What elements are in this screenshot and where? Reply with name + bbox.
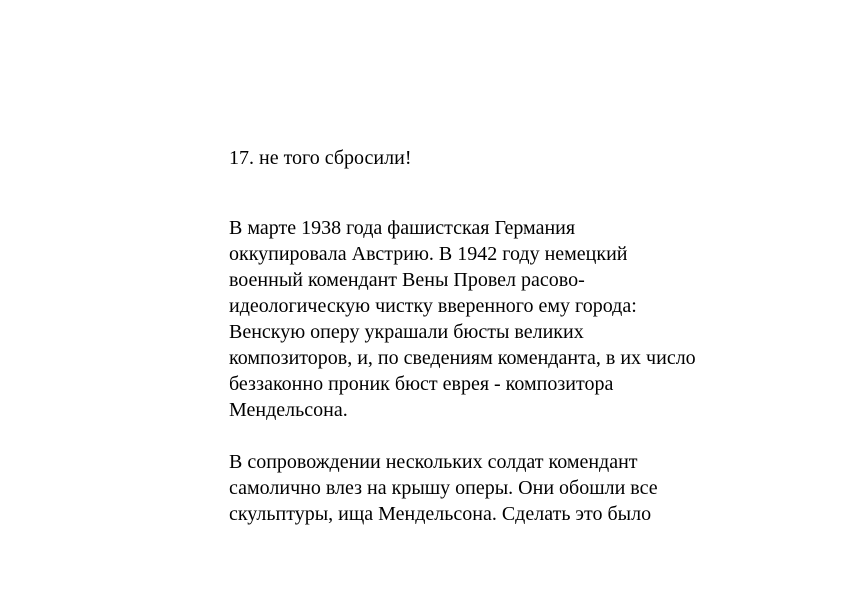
paragraph-2 [229,449,789,527]
paragraph-line: В сопровождении нескольких солдат комендант [229,451,638,473]
paragraph-line: скульптуры, ища Мендельсона. Сделать это было [229,503,652,525]
paragraph-line: Мендельсона. [229,399,348,421]
section-heading: 17. не того сбросили! [229,147,412,169]
paragraph-line: оккупировала Австрию. В 1942 году немецкий [229,243,628,265]
paragraph-line: В марте 1938 года фашистская Германия [229,217,576,239]
paragraph-line: Венскую оперу украшали бюсты великих [229,321,584,343]
document-body [229,145,789,527]
paragraph-line: военный комендант Вены Провел расово- [229,269,585,291]
paragraph-line: самолично влез на крышу оперы. Они обошли все [229,477,658,499]
paragraph-line: композиторов, и, по сведениям коменданта, в их число [229,347,696,369]
paragraph-line: идеологическую чистку вверенного ему города: [229,295,637,317]
paragraph-line: беззаконно проник бюст еврея - композитора [229,373,614,395]
paragraph-1 [229,215,789,423]
